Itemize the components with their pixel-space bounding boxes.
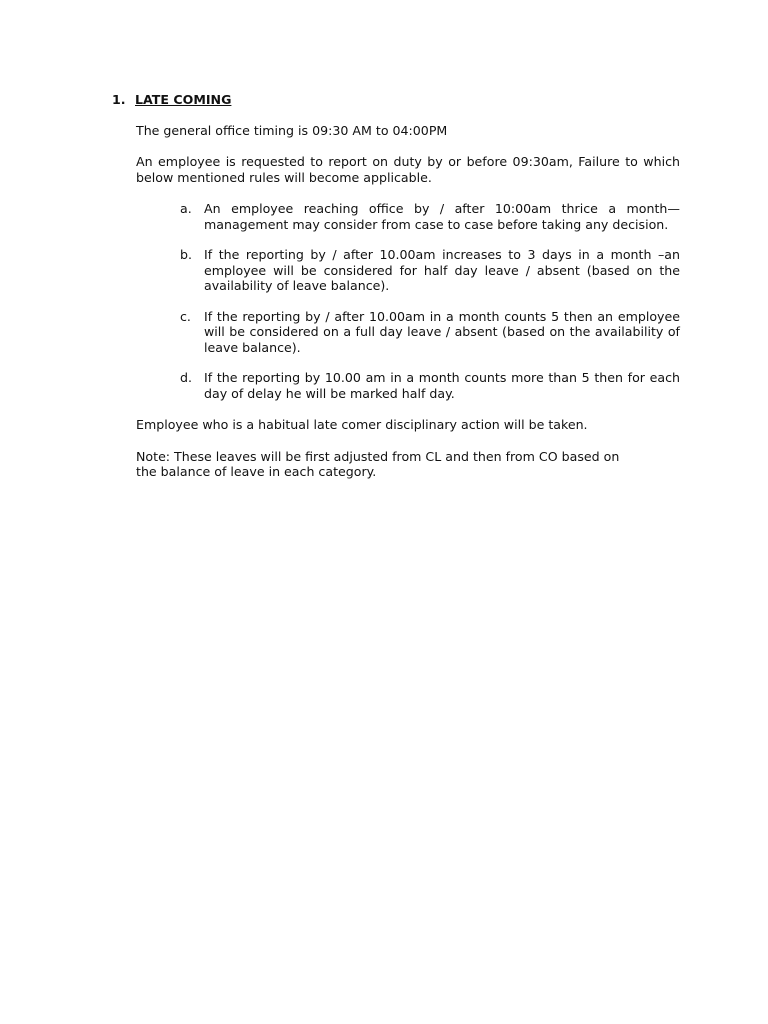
note-paragraph: Note: These leaves will be first adjusted from CL and then from CO based on the balance of leave in each category.	[136, 448, 620, 479]
rule-text: If the reporting by / after 10.00am increases to 3 days in a month –an employee will be considered for half day leave / absent (based on the availability of leave balance).	[204, 247, 680, 293]
section-body	[136, 123, 680, 480]
section-title: LATE COMING	[135, 92, 232, 107]
rule-marker: a.	[180, 201, 192, 216]
rule-marker: c.	[180, 308, 191, 324]
office-timing-paragraph: The general office timing is 09:30 AM to 04:00PM	[136, 122, 448, 138]
document-content	[112, 92, 680, 480]
rule-marker: b.	[180, 247, 192, 262]
section-heading	[112, 92, 680, 108]
rule-text: An employee reaching office by / after 10:00am thrice a month— management may consider from case to case before taking any decision.	[204, 201, 680, 232]
section-number: 1.	[112, 92, 126, 107]
rule-item-c	[180, 309, 680, 356]
rule-text: If the reporting by / after 10.00am in a month counts 5 then an employee will be considered on a full day leave / absent (based on the availability of leave balance).	[204, 308, 680, 355]
rule-item-d	[180, 370, 680, 401]
rule-item-a	[180, 201, 680, 232]
habitual-late-comer-paragraph: Employee who is a habitual late comer disciplinary action will be taken.	[136, 417, 588, 432]
rules-list	[180, 201, 680, 401]
intro-paragraph: An employee is requested to report on duty by or before 09:30am, Failure to which below mentioned rules will become applicable.	[136, 154, 680, 185]
rule-item-b	[180, 247, 680, 294]
rule-marker: d.	[180, 370, 192, 385]
rule-text: If the reporting by 10.00 am in a month counts more than 5 then for each day of delay he will be marked half day.	[204, 370, 680, 401]
